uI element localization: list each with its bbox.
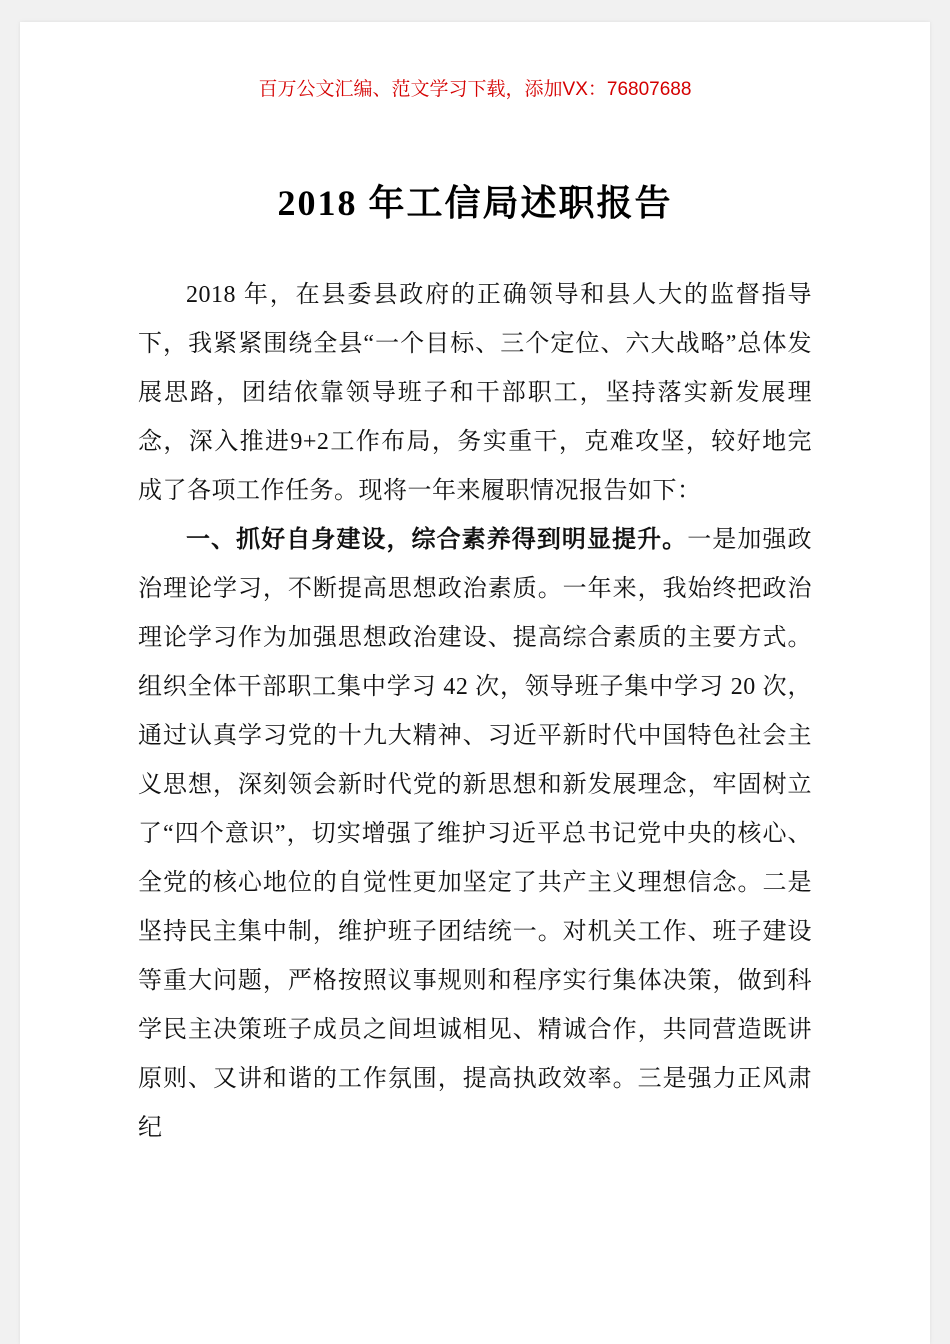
page-title: 2018 年工信局述职报告 bbox=[277, 183, 673, 223]
paragraph bbox=[138, 271, 812, 516]
paragraph-text: 一是加强政治理论学习，不断提高思想政治素质。一年来，我始终把政治理论学习作为加强思想政治建设、提高综合素质的主要方式。组织全体干部职工集中学习 42 次，领导班子集中学习 20 次，通过认真学习党的十九大精神、习近平新时代中国特色社会主义思想，深刻领会新时代党的新思想和新发展理念，牢固树立了“四个意识”，切实增强了维护习近平总书记党中央的核心、全党的核心地位的自觉性更加坚定了共产主义理想信念。二是坚持民主集中制，维护班子团结统一。对机关工作、班子建设等重大问题，严格按照议事规则和程序实行集体决策，做到科学民主决策班子成员之间坦诚相见、精诚合作，共同营造既讲原则、又讲和谐的工作氛围，提高执政效率。三是强力正风肃纪 bbox=[138, 527, 812, 1142]
promo-notice: 百万公文汇编、范文学习下载，添加VX：76807688 bbox=[258, 79, 692, 100]
paragraph bbox=[138, 516, 812, 1153]
paragraph-bold-lead: 一、抓好自身建设，综合素养得到明显提升。 bbox=[186, 527, 688, 554]
paragraph-text: 2018 年，在县委县政府的正确领导和县人大的监督指导下，我紧紧围绕全县“一个目标、三个定位、六大战略”总体发展思路，团结依靠领导班子和干部职工，坚持落实新发展理念，深入推进9+2工作布局，务实重干，克难攻坚，较好地完成了各项工作任务。现将一年来履职情况报告如下： bbox=[138, 282, 812, 505]
document-body bbox=[138, 271, 812, 1153]
document-page bbox=[20, 22, 930, 1344]
